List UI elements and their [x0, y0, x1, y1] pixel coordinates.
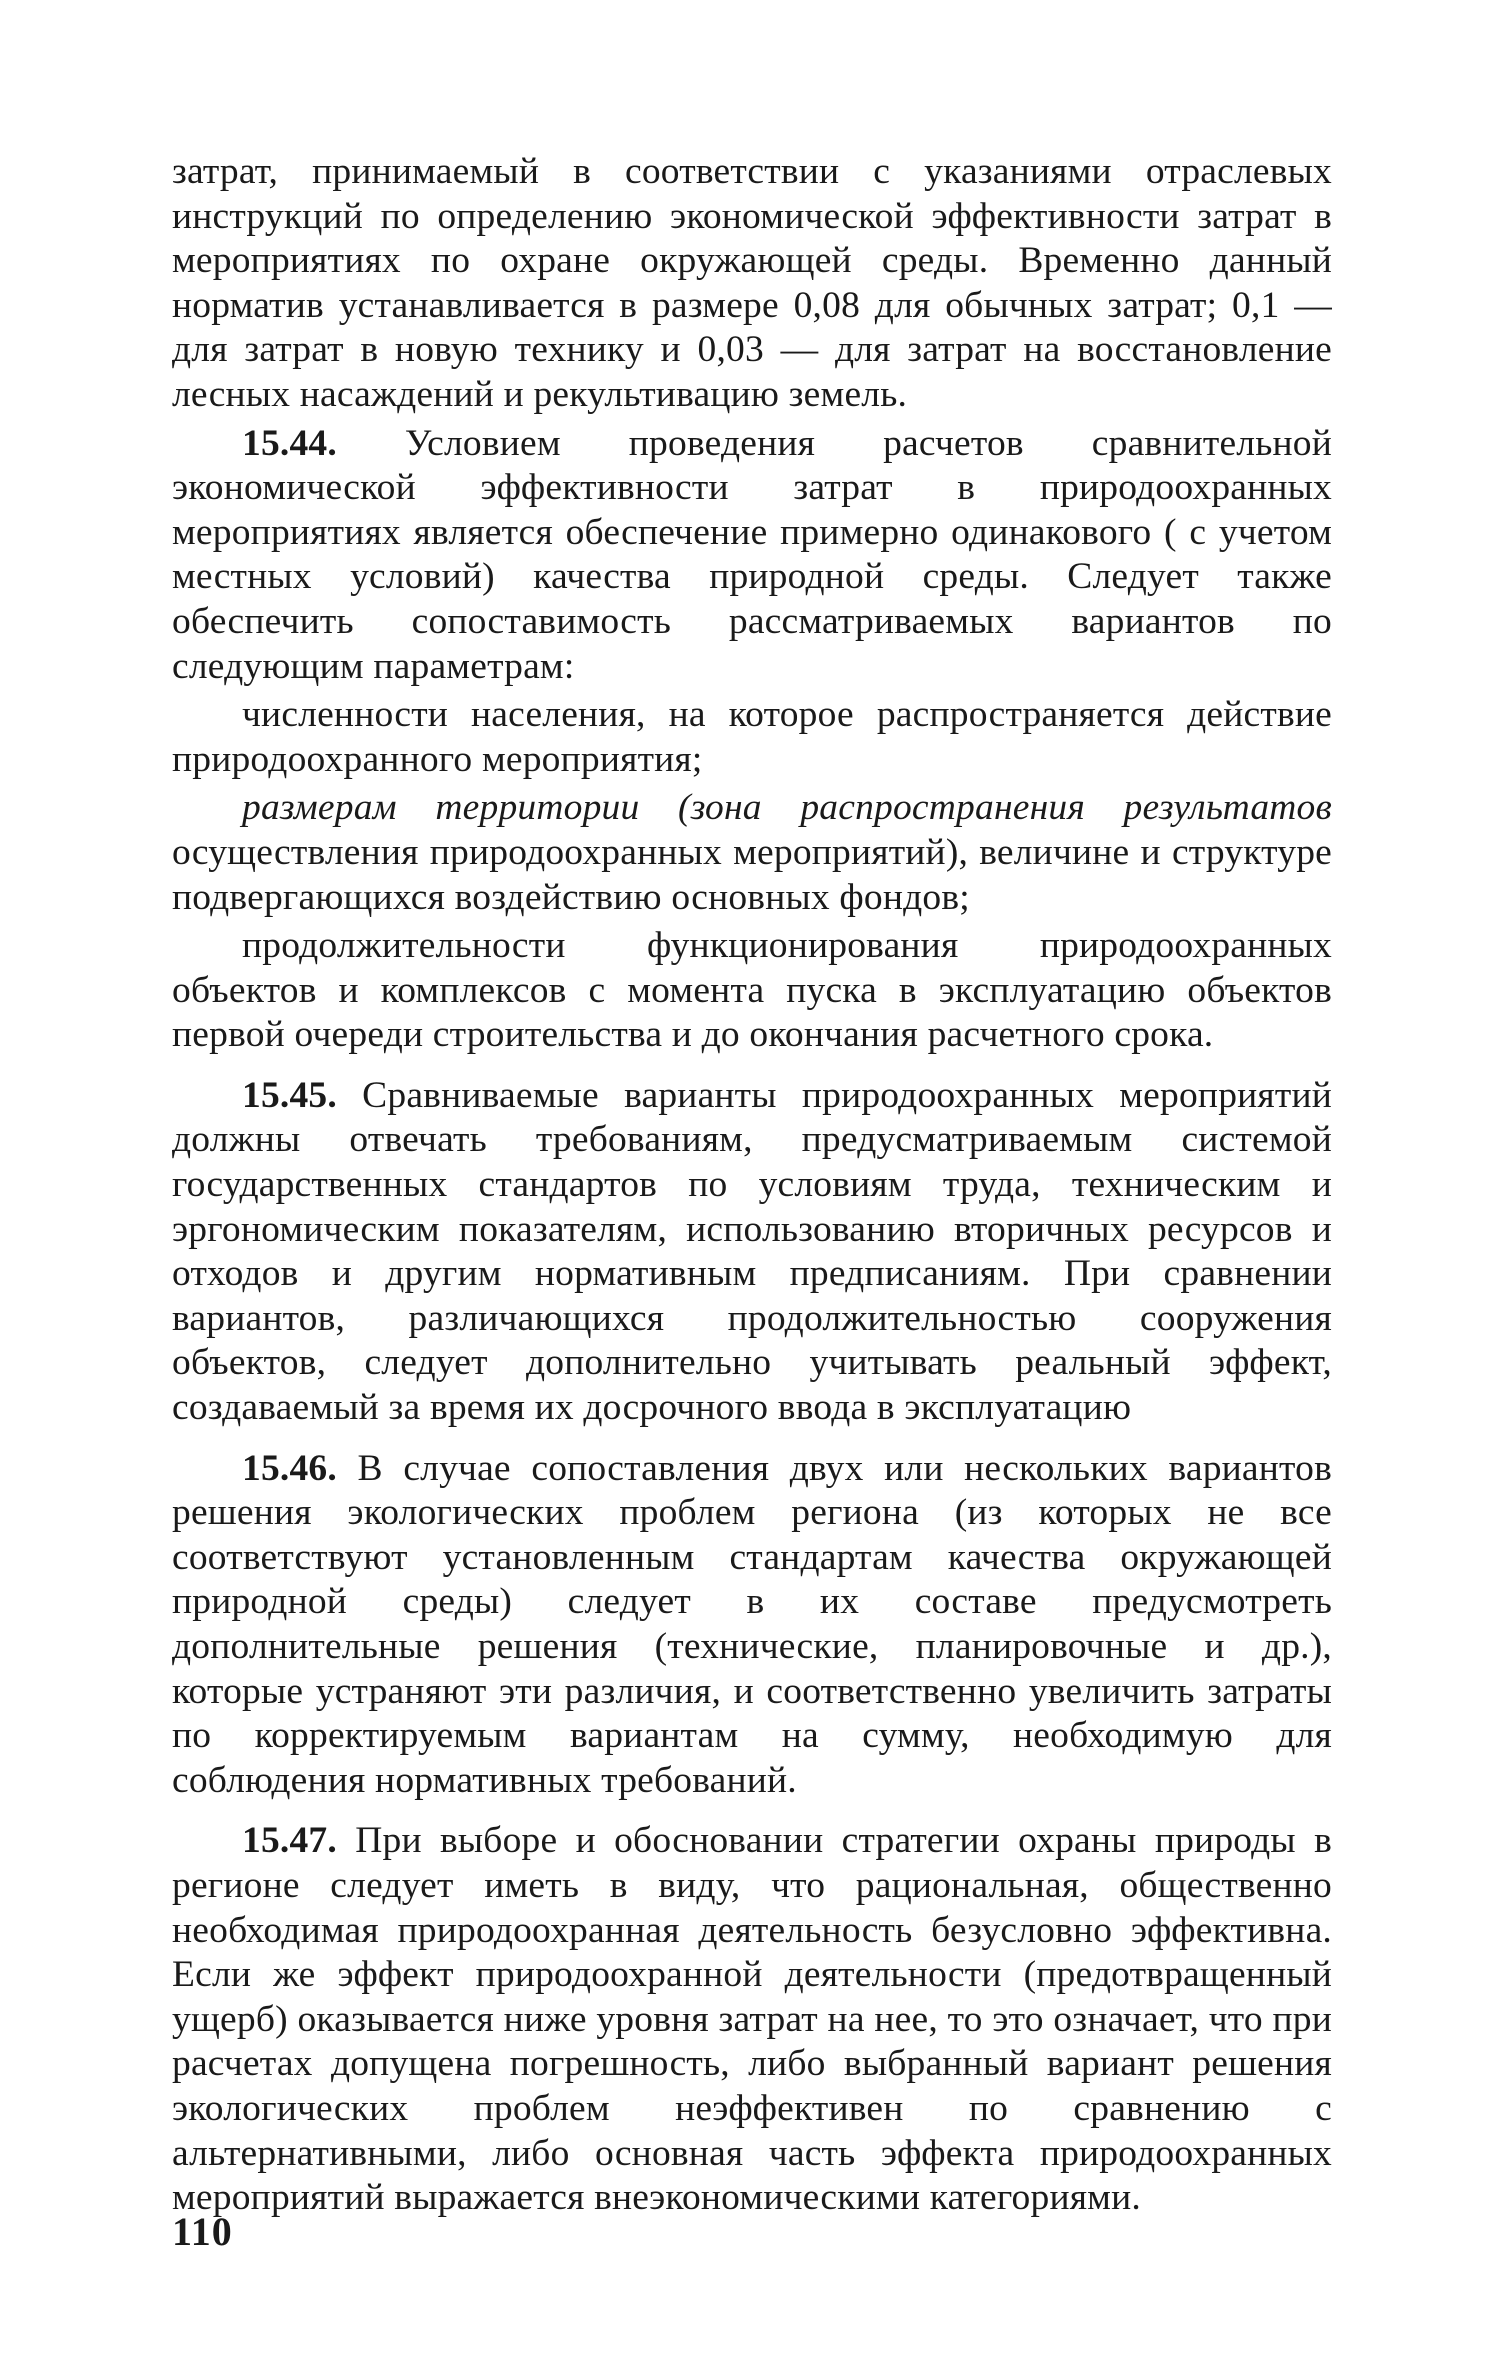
section-number: 15.45. — [242, 1074, 337, 1116]
list-item-duration — [172, 924, 1332, 1058]
paragraph-text: Условием проведения расчетов сравнительной экономической эффективности затрат в природоохранных мероприятиях является обеспечение примерно одинакового ( с учетом местных условий) качества природной среды. Следует также обеспечить сопоставимость рассматриваемых вариантов по следующим параметрам: — [172, 422, 1332, 687]
paragraph-text: Сравниваемые варианты природоохранных мероприятий должны отвечать требованиям, предусматриваемым системой государственных стандартов по условиям труда, техническим и эргономическим показателям, использованию вторичных ресурсов и отходов и другим нормативным предписаниям. При сравнении вариантов, различающихся продолжительностью сооружения объектов, следует дополнительно учитывать реальный эффект, создаваемый за время их досрочного ввода в эксплуатацию — [172, 1074, 1332, 1429]
paragraph-15-45 — [172, 1074, 1332, 1431]
page-body — [172, 150, 1332, 2221]
paragraph-15-44 — [172, 422, 1332, 690]
section-number: 15.46. — [242, 1447, 337, 1489]
list-item-territory — [172, 786, 1332, 920]
paragraph-text: В случае сопоставления двух или нескольких вариантов решения экологических проблем региона (из которых не все соответствуют установленным стандартам качества окружающей природной среды) следует в их составе предусмотреть дополнительные решения (технические, планировочные и др.), которые устраняют эти различия, и соответственно увеличить затраты по корректируемым вариантам на сумму, необходимую для соблюдения нормативных требований. — [172, 1447, 1332, 1801]
paragraph-15-47 — [172, 1819, 1332, 2220]
list-item-population — [172, 693, 1332, 782]
section-number: 15.47. — [242, 1820, 337, 1862]
paragraph-text: численности населения, на которое распространяется действие природоохранного мероприятия; — [172, 694, 1332, 780]
paragraph-text: продолжительности функционирования природоохранных объектов и комплексов с момента пуска в эксплуатацию объектов первой очереди строительства и до окончания расчетного срока. — [172, 925, 1332, 1056]
paragraph-continuation — [172, 150, 1332, 418]
paragraph-text: затрат, принимаемый в соответствии с указаниями отраслевых инструкций по определению экономической эффективности затрат в мероприятиях по охране окружающей среды. Временно данный норматив устанавливается в размере 0,08 для обычных затрат; 0,1 — для затрат в новую технику и 0,03 — для затрат на восстановление лесных насаждений и рекультивацию земель. — [172, 151, 1332, 415]
paragraph-15-46 — [172, 1447, 1332, 1804]
paragraph-text: осуществления природоохранных мероприятий), величине и структуре подвергающихся воздействию основных фондов; — [172, 831, 1332, 918]
paragraph-text: При выборе и обосновании стратегии охраны природы в регионе следует иметь в виду, что рациональная, общественно необходимая природоохранная деятельность безусловно эффективна. Если же эффект природоохранной деятельности (предотвращенный ущерб) оказывается ниже уровня затрат на нее, то это означает, что при расчетах допущена погрешность, либо выбранный вариант решения экологических проблем неэффективен по сравнению с альтернативными, либо основная часть эффекта природоохранных мероприятий выражается внеэкономическими категориями. — [172, 1820, 1332, 2219]
section-number: 15.44. — [242, 422, 337, 464]
italic-lead-text: размерам территории (зона распространения результатов — [242, 787, 1332, 829]
page-number: 110 — [172, 2209, 233, 2254]
